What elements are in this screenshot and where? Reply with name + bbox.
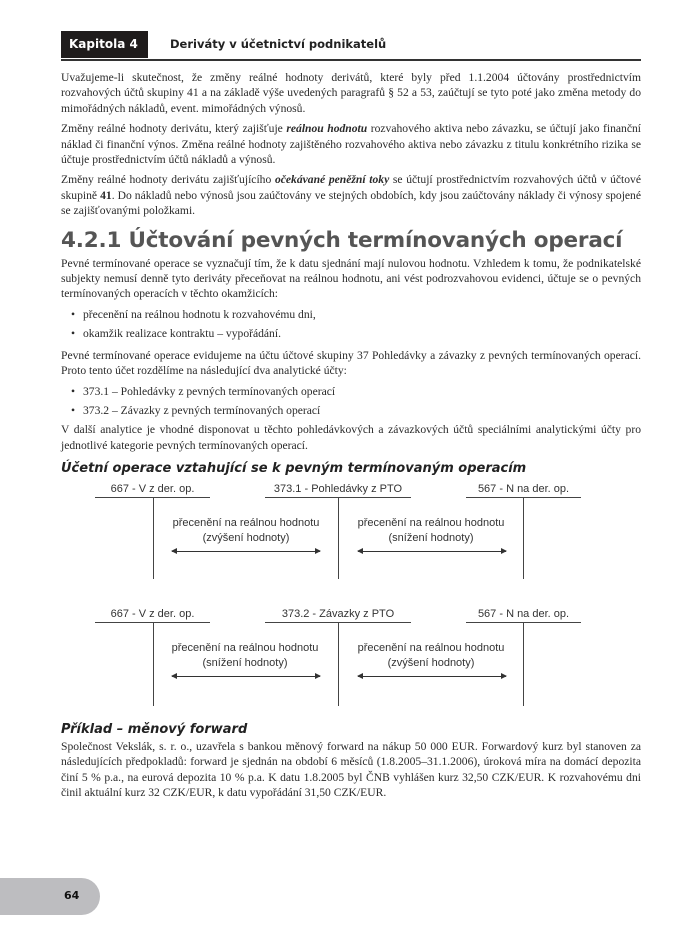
entry-description-left: [170, 516, 322, 546]
intro-paragraph-3: [61, 172, 641, 218]
section-paragraph-2: Pevné termínované operace evidujeme na účtu účtové skupiny 37 Pohledávky a závazky z pevných termínovaných operací. Proto tento účet rozdělíme na následující dva analytické účty:: [61, 348, 641, 378]
example-block: [61, 722, 641, 806]
account-label-667: 667 - V z der. op.: [110, 608, 195, 620]
account-divider: [523, 622, 524, 706]
text-run: se účtují prostřednictvím rozvahových účtů v účtové skupině: [61, 173, 641, 202]
emphasis-fair-value: reálnou hodnotu: [286, 122, 368, 136]
desc-line: (zvýšení hodnoty): [202, 532, 290, 544]
account-divider: [153, 497, 154, 579]
list-item: • přecenění na reálnou hodnotu k rozvahovému dni,: [71, 307, 641, 322]
entry-description-right: [355, 516, 507, 546]
section-paragraph-3: V další analytice je vhodné disponovat u těchto pohledávkových a závazkových účtů speciálními analytickými účty pro jednotlivé kategorie pevných termínovaných operací.: [61, 423, 641, 452]
desc-line: (zvýšení hodnoty): [387, 657, 475, 669]
page-content: [61, 70, 641, 476]
intro-paragraph-1: Uvažujeme-li skutečnost, že změny reálné hodnoty derivátů, které byly před 1.1.2004 účtovány prostřednictvím rozvahových účtů skupiny 41 a na základě výše uvedených paragrafů § 52 a 53, zaúčtují se tyto poté jako změna metody do mimořádných nákladů, event. mimořádných výnosů.: [61, 71, 641, 115]
account-label-567: 567 - N na der. op.: [477, 483, 570, 495]
text-run: . Do nákladů nebo výnosů jsou zaúčtovány ve stejných obdobích, kdy jsou zaúčtovány náklady či výnosy spojené se zajišťovanými položkami.: [61, 188, 642, 218]
page-number-tab: [0, 878, 100, 915]
double-arrow-icon: [172, 551, 320, 552]
text-run: Změny reálné hodnoty derivátu zajišťujícího: [61, 173, 275, 187]
account-divider: [523, 497, 524, 579]
emphasis-cash-flows: očekávané peněžní toky: [274, 173, 390, 187]
example-heading: Příklad – měnový forward: [61, 722, 248, 737]
double-arrow-icon: [172, 676, 320, 677]
intro-paragraph-2: [61, 121, 641, 167]
account-label-667: 667 - V z der. op.: [110, 483, 195, 495]
page-number: 64: [64, 889, 80, 902]
entry-description-left: [165, 641, 325, 671]
section-paragraph-1: Pevné termínované operace se vyznačují tím, že k datu sjednání mají nulovou hodnotu. Vzhledem k tomu, že podnikatelské subjekty nemusí denně tyto deriváty přeceňovat na reálnou hodnotu, ani vést podrozvahovou evidenci, účtuje se o pevných termínovaných operacích v těchto okamžicích:: [61, 256, 641, 301]
account-label-567: 567 - N na der. op.: [477, 608, 570, 620]
account-divider: [338, 497, 339, 579]
desc-line: přecenění na reálnou hodnotu: [357, 642, 505, 654]
desc-line: přecenění na reálnou hodnotu: [357, 517, 505, 529]
bullet-list-moments: [71, 307, 641, 342]
double-arrow-icon: [358, 551, 506, 552]
desc-line: přecenění na reálnou hodnotu: [172, 517, 320, 529]
entry-description-right: [355, 641, 507, 671]
section-heading: 4.2.1 Účtování pevných termínovaných operací: [61, 227, 623, 253]
desc-line: (snížení hodnoty): [202, 657, 288, 669]
account-label-373-1: 373.1 - Pohledávky z PTO: [273, 483, 403, 495]
account-divider: [153, 622, 154, 706]
subheading-accounting-operations: Účetní operace vztahující se k pevným termínovaným operacím: [61, 461, 527, 477]
list-item: • 373.2 – Závazky z pevných termínovaných operací: [71, 403, 641, 418]
emphasis-group-41: 41: [100, 188, 112, 202]
list-item: • 373.1 – Pohledávky z pevných termínovaných operací: [71, 384, 641, 399]
t-account-diagram-1: [0, 483, 700, 583]
chapter-label: [61, 31, 148, 58]
desc-line: přecenění na reálnou hodnotu: [171, 642, 319, 654]
text-run: rozvahového aktiva nebo závazku, se účtují jako finanční náklad či finanční výnos. Změna reálné hodnoty zajištěného rozvahového aktiva nebo závazku z titulu konkrétního rizika se účtuje prostřednictvím účtů nákladů a výnosů.: [61, 122, 642, 167]
double-arrow-icon: [358, 676, 506, 677]
running-title: Deriváty v účetnictví podnikatelů: [170, 37, 387, 51]
desc-line: (snížení hodnoty): [388, 532, 474, 544]
t-account-diagram-2: [0, 608, 700, 708]
example-text: Společnost Vekslák, s. r. o., uzavřela s bankou měnový forward na nákup 50 000 EUR. Forwardový kurz byl stanoven za následujících předpokladů: forward je sjednán na období 6 měsíců (1.8.2005–31.1.2006), úroková míra na domácí depozita činí 5 % p.a., na eurová depozita 10 % p.a. K datu 1.8.2005 byl ČNB vyhlášen kurz 32,50 CZK/EUR. K rozvahovému dni činil aktuální kurz 32 CZK/EUR, k datu vypořádání 31,50 CZK/EUR.: [61, 740, 641, 800]
text-run: Změny reálné hodnoty derivátu, který zajišťuje: [61, 122, 287, 136]
list-item: • okamžik realizace kontraktu – vypořádání.: [71, 326, 641, 341]
account-divider: [338, 622, 339, 706]
bullet-list-accounts: [71, 384, 641, 419]
chapter-label-text: Kapitola 4: [69, 37, 138, 51]
header-divider: [61, 59, 641, 61]
account-label-373-2: 373.2 - Závazky z PTO: [281, 608, 395, 620]
